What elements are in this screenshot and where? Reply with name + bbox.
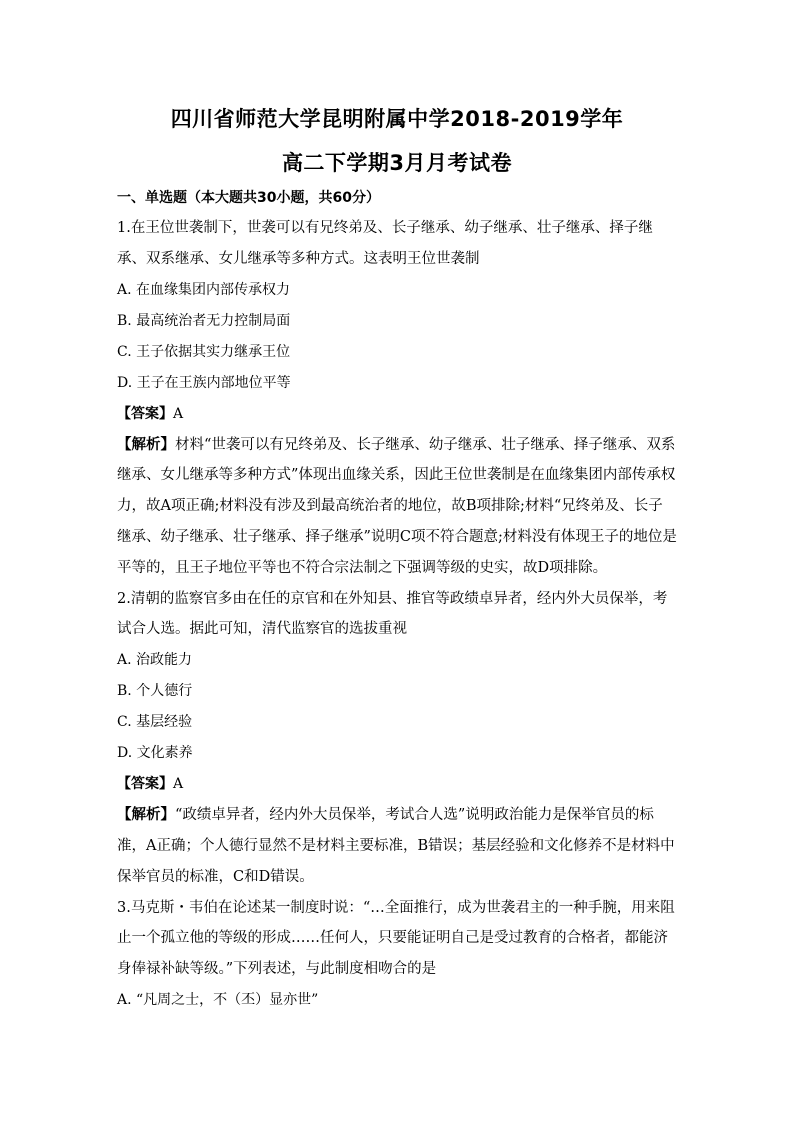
q3-stem: 3.马克斯・韦伯在论述某一制度时说：“…全面推行，成为世袭君主的一种手腕，用来阻止一个孤立他的等级的形成……任何人，只要能证明自己是受过教育的合格者，都能济身俸禄补缺等级。”下列表述，与此制度相吻合的是 <box>117 899 675 978</box>
q1-answer-value: A <box>173 405 184 422</box>
q2-analysis-text: “政绩卓异者，经内外大员保举，考试合人选”说明政治能力是保举官员的标准，A正确；个人德行显然不是材料主要标准，B错误；基层经验和文化修养不是材料中保举官员的标准，C和D错误。 <box>117 807 675 885</box>
q1-analysis <box>117 430 677 584</box>
q2-analysis <box>117 800 677 892</box>
q2-answer-label: 【答案】 <box>117 776 173 793</box>
q2-answer <box>117 769 677 800</box>
q2-analysis-label: 【解析】 <box>117 807 175 824</box>
q1-answer <box>117 399 677 430</box>
q1-stem: 1.在王位世袭制下，世袭可以有兄终弟及、长子继承、幼子继承、壮子继承、择子继承、双系继承、女儿继承等多种方式。这表明王位世袭制 <box>117 220 653 267</box>
q1-analysis-text: 材料“世袭可以有兄终弟及、长子继承、幼子继承、壮子继承、择子继承、双系继承、女儿继承等多种方式”体现出血缘关系，因此王位世袭制是在血缘集团内部传承权力，故A项正确;材料没有涉及到最高统治者的地位，故B项排除;材料“兄终弟及、长子继承、幼子继承、壮子继承、择子继承”说明C项不符合题意;材料没有体现王子的地位是平等的，且王子地位平等也不符合宗法制之下强调等级的史实，故D项排除。 <box>117 436 677 576</box>
q1-analysis-label: 【解析】 <box>117 436 175 453</box>
section-heading: 一、单选题（本大题共30小题，共60分） <box>117 190 380 206</box>
exam-content <box>117 183 677 1016</box>
q3-option-a: A. “凡周之士，不（丕）显亦世” <box>117 991 319 1008</box>
q2-stem: 2.清朝的监察官多由在任的京官和在外知县、推官等政绩卓异者，经内外大员保举，考试合人选。据此可知，清代监察官的选拔重视 <box>117 590 668 638</box>
q1-option-d: D. 王子在王族内部地位平等 <box>117 374 291 391</box>
q1-option-c: C. 王子依据其实力继承王位 <box>117 343 291 360</box>
q2-option-d: D. 文化素养 <box>117 745 193 762</box>
q1-option-a: A. 在血缘集团内部传承权力 <box>117 281 291 298</box>
q2-option-c: C. 基层经验 <box>117 714 193 731</box>
q1-option-b: B. 最高统治者无力控制局面 <box>117 312 291 329</box>
q2-answer-value: A <box>173 776 184 793</box>
exam-title-line1: 四川省师范大学昆明附属中学2018-2019学年 <box>170 107 624 131</box>
q2-option-b: B. 个人德行 <box>117 683 193 700</box>
q1-answer-label: 【答案】 <box>117 405 173 422</box>
exam-title-line2: 高二下学期3月月考试卷 <box>281 151 513 175</box>
q2-option-a: A. 治政能力 <box>117 652 193 669</box>
